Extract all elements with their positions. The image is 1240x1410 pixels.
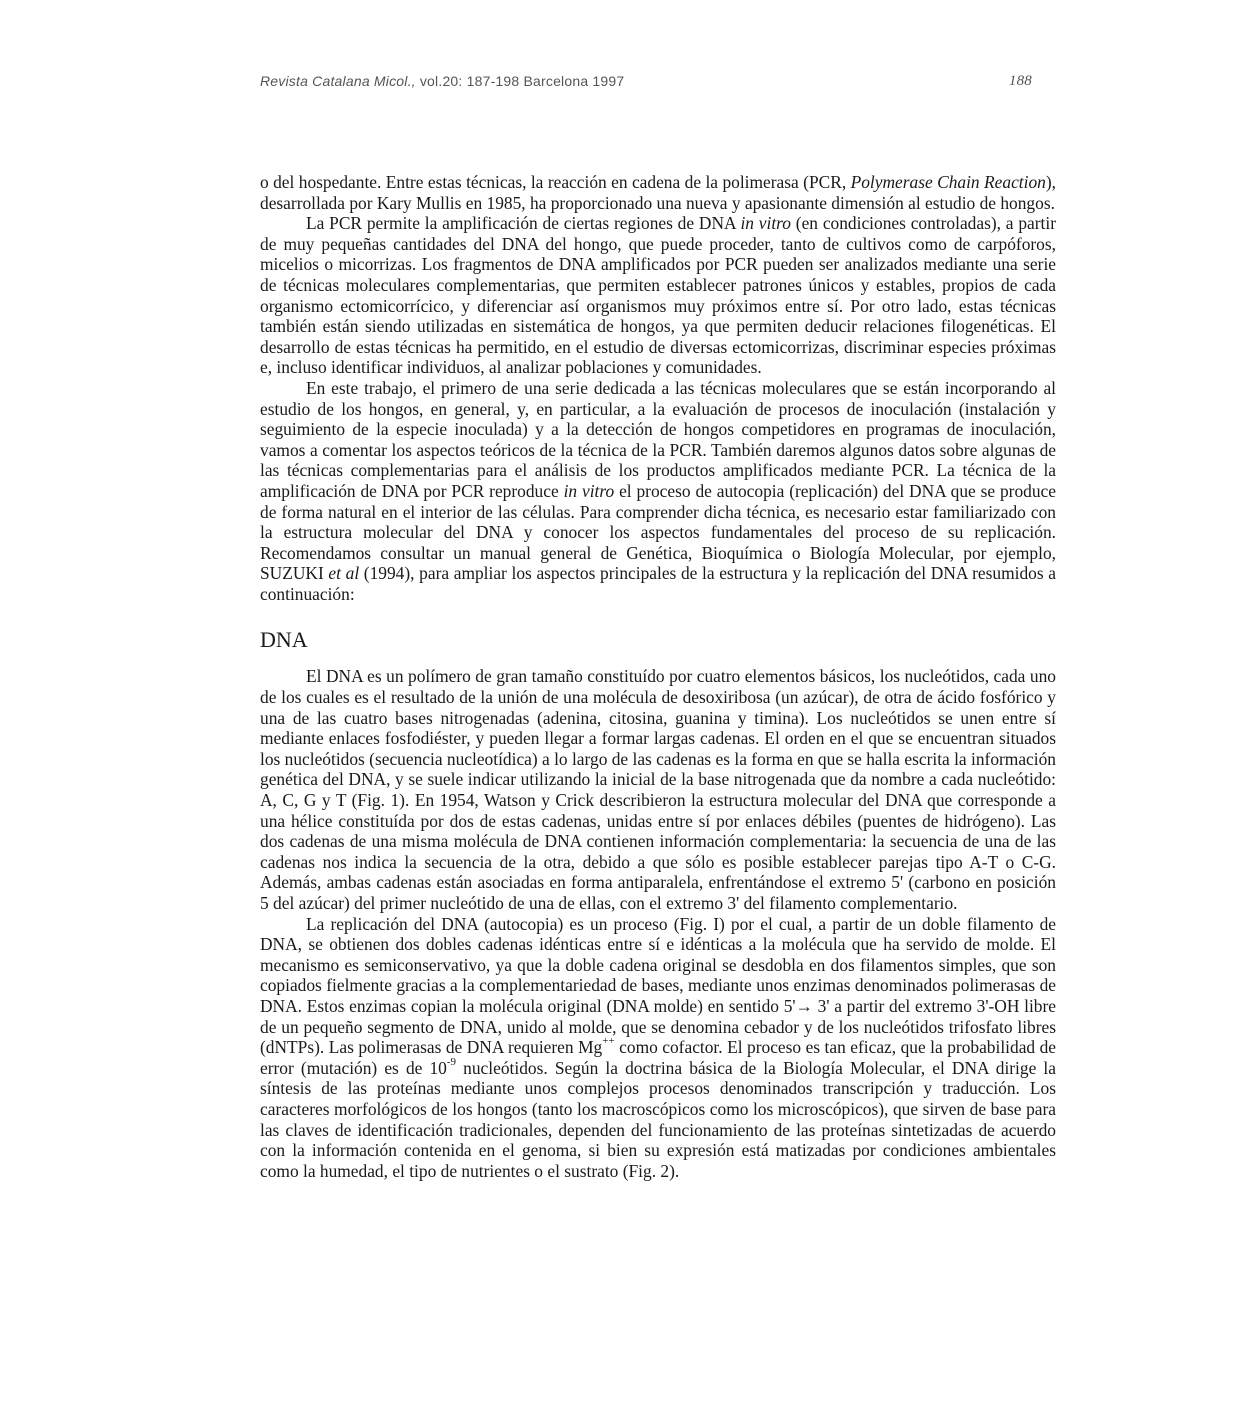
paragraph-5-text-b: como cofactor. El proceso es tan eficaz, que la probabilidad de error (mutación) es de 10	[260, 1037, 1057, 1078]
journal-city-year: Barcelona 1997	[523, 73, 625, 89]
paragraph-5-sup-1: ++	[602, 1035, 615, 1048]
paragraph-3-text-c: el proceso de autocopia (replicación) del DNA que se produce de forma natural en el interior de las células. Para comprender dicha técnica, es necesario estar familiarizado con la estructura molecular del DNA y conocer los aspectos fundamentales del proceso de su replicación. Recomendamos consultar un manual general de Genética, Bioquímica o Biología Molecular, por ejemplo, SUZUKI	[260, 480, 1056, 584]
paragraph-1-term: Polymerase Chain Reaction	[850, 172, 1046, 192]
paragraph-3	[260, 378, 1056, 605]
section-heading-dna: DNA	[260, 627, 308, 653]
running-header	[260, 73, 1032, 93]
article-body	[260, 172, 1056, 1181]
page-number: 188	[1008, 73, 1032, 89]
paragraph-1-text-c: ), desarrollada por Kary Mullis en 1985, ha proporcionado una nueva y apasionante dimensión al estudio de hongos.	[260, 172, 1056, 213]
paragraph-5-text-c: nucleótidos. Según la doctrina básica de la Biología Molecular, el DNA dirige la síntesis de las proteínas mediante unos complejos procesos denominados transcripción y traducción. Los caracteres morfológicos de los hongos (tanto los macroscópicos como los microscópicos), que sirven de base para las claves de identificación tradicionales, dependen del funcionamiento de las proteínas sintetizadas de acuerdo con la información contenida en el genoma, si bien su expresión está matizadas por condiciones ambientales como la humedad, el tipo de nutrientes o el sustrato (Fig. 2).	[260, 1057, 1056, 1181]
paragraph-1	[260, 172, 1056, 213]
paragraph-3-term: in vitro	[563, 480, 615, 501]
journal-pages: 187-198	[466, 73, 520, 89]
paragraph-2	[260, 213, 1056, 378]
paragraph-2-text-a: La PCR permite la amplificación de ciertas regiones de DNA	[306, 213, 741, 234]
paragraph-4: El DNA es un polímero de gran tamaño constituído por cuatro elementos básicos, los nucleótidos, cada uno de los cuales es el resultado de la unión de una molécula de desoxiribosa (un azúcar), de otra de ácido fosfórico y una de las cuatro bases nitrogenadas (adenina, citosina, guanina y timina). Los nucleótidos se unen entre sí mediante enlaces fosfodiéster, y pueden llegar a formar largas cadenas. El orden en el que se encuentran situados los nucleótidos (secuencia nucleotídica) a lo largo de las cadenas es la forma en que se halla escrita la información genética del DNA, y se suele indicar utilizando la inicial de la base nitrogenada que da nombre a cada nucleótido: A, C, G y T (Fig. 1). En 1954, Watson y Crick describieron la estructura molecular del DNA que corresponde a una hélice constituída por dos de estas cadenas, unidas entre sí por enlaces débiles (puentes de hidrógeno). Las dos cadenas de una misma molécula de DNA contienen información complementaria: la secuencia de una de las cadenas nos indica la secuencia de la otra, debido a que sólo es posible establecer parejas tipo A-T o C-G. Además, ambas cadenas están asociadas en forma antiparalela, enfrentándose el extremo 5' (carbono en posición 5 del azúcar) del primer nucleótido de una de ellas, con el extremo 3' del filamento complementario.	[260, 666, 1056, 913]
paragraph-3-text-e: (1994), para ampliar los aspectos principales de la estructura y la replicación del DNA resumidos a continuación:	[260, 563, 1056, 604]
paragraph-5-sup-2: -9	[446, 1055, 457, 1068]
journal-name: Revista Catalana Micol.,	[260, 73, 416, 89]
paragraph-1-text-a: o del hospedante. Entre estas técnicas, la reacción en cadena de la polimerasa (PCR,	[260, 172, 851, 192]
paragraph-3-text-a: En este trabajo, el primero de una serie dedicada a las técnicas moleculares que se están incorporando al estudio de los hongos, en general, y, en particular, a la evaluación de procesos de inoculación (instalación y seguimiento de la especie inoculada) y a la detección de hongos competidores en programas de inoculación, vamos a comentar los aspectos teóricos de la técnica de la PCR. También daremos algunos datos sobre algunas de las técnicas complementarias para el análisis de los productos amplificados mediante PCR. La técnica de la amplificación de DNA por PCR reproduce	[260, 377, 1056, 501]
paragraph-5-text-a: La replicación del DNA (autocopia) es un proceso (Fig. I) por el cual, a partir de un doble filamento de DNA, se obtienen dos dobles cadenas idénticas entre sí e idénticas a la molécula que ha servido de molde. El mecanismo es semiconservativo, ya que la doble cadena original se desdobla en dos filamentos simples, que son copiados fielmente gracias a la complementariedad de bases, mediante unos enzimas denominados polimerasas de DNA. Estos enzimas copian la molécula original (DNA molde) en sentido 5'→ 3' a partir del extremo 3'-OH libre de un pequeño segmento de DNA, unido al molde, que se denomina cebador y de los nucleótidos trifosfato libres (dNTPs). Las polimerasas de DNA requieren Mg	[260, 913, 1056, 1058]
paragraph-5	[260, 914, 1056, 1182]
paragraph-2-term: in vitro	[740, 213, 791, 234]
paragraph-2-text-c: (en condiciones controladas), a partir de muy pequeñas cantidades del DNA del hongo, que puede proceder, tanto de cultivos como de carpóforos, micelios o micorrizas. Los fragmentos de DNA amplificados por PCR pueden ser analizados mediante una serie de técnicas moleculares complementarias, que permiten establecer patrones únicos y estables, propios de cada organismo ectomicorrícico, y diferenciar así organismos muy próximos entre sí. Por otro lado, estas técnicas también están siendo utilizadas en sistemática de hongos, ya que permiten deducir relaciones filogenéticas. El desarrollo de estas técnicas ha permitido, en el estudio de diversas ectomicorrizas, discriminar especies próximas e, incluso identificar individuos, al analizar poblaciones y comunidades.	[260, 213, 1056, 378]
journal-volume: vol.20:	[419, 73, 463, 89]
paragraph-3-etal: et al	[328, 563, 360, 584]
